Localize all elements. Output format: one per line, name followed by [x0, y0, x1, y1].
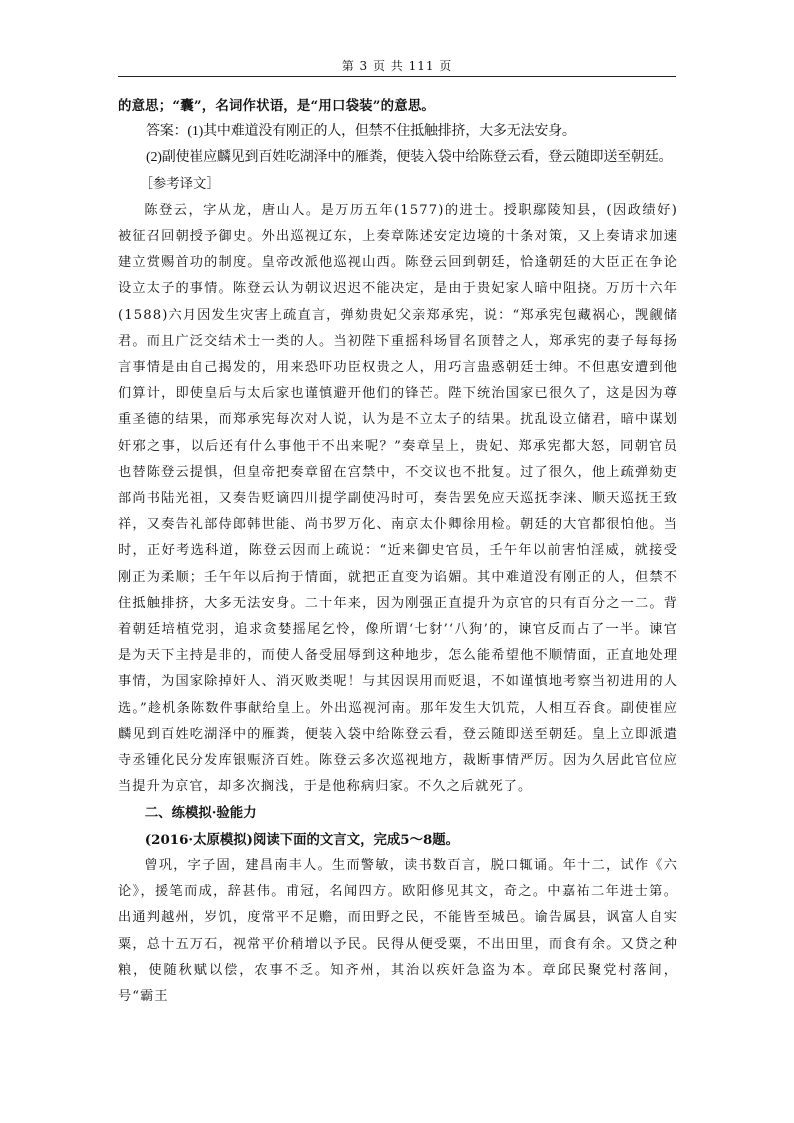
header-divider: [118, 76, 676, 77]
exercise-intro: (2016·太原模拟)阅读下面的文言文，完成5～8题。: [144, 831, 460, 848]
reference-translation: 陈登云，字从龙，唐山人。是万历五年(1577)的进士。授职鄢陵知县，(因政绩好)被征召回朝授予御史。外出巡视辽东，上奏章陈述安定边境的十条对策，又上奏请求加速建立赏赐首功的制度。皇帝改派他巡视山西。陈登云回到朝廷，恰逢朝廷的大臣正在争论设立太子的事情。陈登云认为朝议迟迟不能决定，是由于贵妃家人暗中阻挠。万历十六年(1588)六月因发生灾害上疏直言，弹劾贵妃父亲郑承宪，说：“郑承宪包藏祸心，觊觎储君。而且广泛交结术士一类的人。当初陛下重摇科场冒名顶替之人，郑承宪的妻子每每扬言事情是由自己揭发的，用来恐吓功臣权贵之人，用巧言蛊惑朝廷士绅。不但惠安遭到他们算计，即使皇后与太后家也谨慎避开他们的锋芒。陛下统治国家已很久了，这是因为尊重圣德的结果，而郑承宪每次对人说，认为是不立太子的结果。扰乱设立储君，暗中谋划奸邪之事，以后还有什么事他干不出来呢？”奏章呈上，贵妃、郑承宪都大怒，同朝官员也替陈登云提惧，但皇帝把奏章留在宫禁中，不交议也不批复。过了很久，他上疏弹劾吏部尚书陆光祖，又奏告贬谪四川提学副使冯时可，奏告罢免应天巡抚李涞、顺天巡抚王致祥，又奏告礼部侍郎韩世能、尚书罗万化、南京太仆卿徐用检。朝廷的大官都很怕他。当时，正好考选科道，陈登云因而上疏说：“近来御史官员，壬午年以前害怕淫威，就接受刚正为柔顺；壬午年以后拘于情面，就把正直变为谄媚。其中难道没有刚正的人，但禁不住抵触排挤，大多无法安身。二十年来，因为刚强正直提升为京官的只有百分之一二。背着朝廷培植党羽，追求贪婪摇尾乞怜，像所谓‘七豺’‘八狗’的，谏官反而占了一半。谏官是为天下主持是非的，而使人备受屈辱到这种地步，怎么能希望他不顺情面，正直地处理事情，为国家除掉奸人、消灭败类呢！与其因误用而贬退，不如谨慎地考察当初进用的人选。”趁机条陈数件事献给皇上。外出巡视河南。那年发生大饥荒，人相互吞食。副使崔应麟见到百姓吃湖泽中的雁粪，便装入袋中给陈登云看，登云随即送至朝廷。皇上立即派遣寺丞锺化民分发库银赈济百姓。陈登云多次巡视地方，裁断事情严厉。因为久居此官位应当提升为京官，却多次搁浅，于是他称病归家。不久之后就死了。: [118, 202, 678, 795]
page-header: 第 3 页 共 111 页: [341, 59, 453, 73]
classical-passage: 曾巩，字子固，建昌南丰人。生而警敏，读书数百言，脱口辄诵。年十二，试作《六论》，援笔而成，辞甚伟。甫冠，名闻四方。欧阳修见其文，奇之。中嘉祐二年进士第。出通判越州，岁饥，度常平不足赡，而田野之民，不能皆至城邑。谕告属县，讽富人自实粟，总十五万石，视常平价稍增以予民。民得从便受粟，不出田里，而食有余。又贷之种粮，使随秋赋以偿，农事不乏。知齐州，其治以疾奸急盗为本。章邱民聚党村落间，号“霸王: [118, 857, 678, 1004]
reference-translation-heading: ［参考译文］: [139, 176, 220, 192]
answer-2: (2)副使崔应麟见到百姓吃湖泽中的雁粪，便装入袋中给陈登云看，登云随即送至朝廷。: [146, 150, 673, 166]
section-heading: 二、练模拟·验能力: [144, 805, 257, 822]
continued-explanation: 的意思；“囊”，名词作状语，是“用口袋装”的意思。: [118, 98, 436, 114]
document-body: [118, 93, 678, 1010]
answer-1: 答案：(1)其中难道没有刚正的人，但禁不住抵触排挤，大多无法安身。: [146, 124, 576, 140]
